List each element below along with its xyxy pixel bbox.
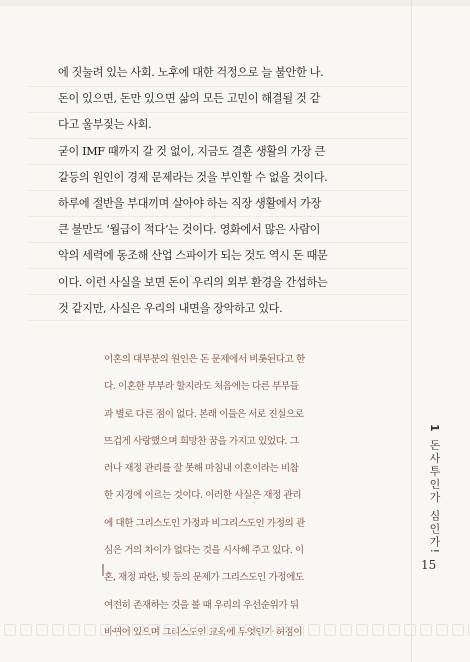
quote-text-line: 뜨겁게 사랑했으며 희망찬 꿈을 가지고 있었다. 그 <box>104 435 299 447</box>
main-text-line: 갈등의 원인이 경제 문제라는 것을 부인할 수 없을 것이다. <box>58 170 328 184</box>
quote-text-line: 과 별로 다른 점이 없다. 본래 이들은 서로 진실으로 <box>104 408 304 420</box>
chapter-side-title <box>426 424 442 555</box>
main-text-line: 큰 불만도 ‘월급이 적다’는 것이다. 영화에서 많은 사람이 <box>58 223 321 237</box>
quote-text-line: 여전히 존재하는 것을 볼 때 우리의 우선순위가 뒤 <box>104 599 299 611</box>
main-text-line: 에 짓눌려 있는 사회. 노후에 대한 걱정으로 늘 불안한 나. <box>58 66 324 79</box>
quote-text-line: 혼, 재정 파탄, 빚 등의 문제가 그리스도인 가정에도 <box>104 572 304 584</box>
quote-text-line: 심은 거의 차이가 없다는 것을 시사해 주고 있다. 이 <box>104 545 304 557</box>
main-text-line: 다고 울부짖는 사회. <box>58 118 152 132</box>
quote-text-line: 바뀌어 있으며 그리스도인 교육에 무엇인가 허점이 <box>104 626 303 638</box>
quote-margin-mark <box>102 564 104 576</box>
main-text-line: 악의 세력에 동조해 산업 스파이가 되는 것도 역시 돈 때문 <box>58 249 328 263</box>
page-number: 15 <box>421 558 437 572</box>
main-paragraphs <box>58 60 358 322</box>
quoted-excerpt <box>104 346 362 646</box>
main-text-line: 굳이 IMF 때까지 갈 것 없이, 지금도 결혼 생활의 가장 큰 <box>58 144 325 158</box>
quote-text-line: 러나 재정 관리를 잘 못해 마침내 이혼이라는 비참 <box>104 463 299 475</box>
chapter-number: 1 <box>428 424 441 434</box>
quote-text-line: 이혼의 대부분의 원인은 돈 문제에서 비롯된다고 한 <box>104 354 305 365</box>
page-top-edge <box>0 0 470 6</box>
main-text-line: 하루에 절반을 부대끼며 살아야 하는 직장 생활에서 가장 <box>58 196 321 210</box>
quote-text-line: 다. 이혼한 부부라 할지라도 처음에는 다른 부부들 <box>104 381 299 393</box>
main-text-line: 이다. 이런 사실을 보면 돈이 우리의 외부 환경을 간섭하는 <box>58 275 328 289</box>
right-margin-rule <box>411 0 412 662</box>
main-text-line: 돈이 있으면, 돈만 있으면 삶의 모든 고민이 해결될 것 같 <box>58 92 321 106</box>
quote-text-line: 에 대한 그리스도인 가정과 비그리스도인 가정의 관 <box>104 517 305 529</box>
page-bottom-edge <box>0 624 470 638</box>
chapter-title: 돈사투인가 심인가! <box>428 439 441 556</box>
main-text-line: 것 같지만, 사실은 우리의 내면을 장악하고 있다. <box>58 301 283 315</box>
quote-text-line: 한 지경에 이르는 것이다. 이러한 사실은 재정 관리 <box>104 490 302 502</box>
